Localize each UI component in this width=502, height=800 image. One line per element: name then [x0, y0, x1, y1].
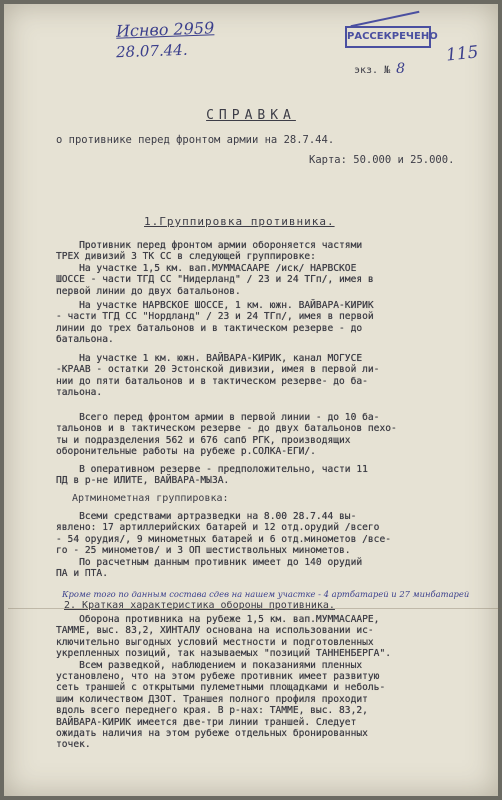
document-subtitle: о противнике перед фронтом армии на 28.7.44. — [56, 134, 335, 146]
map-scale-note: Карта: 50.000 и 25.000. — [309, 154, 455, 166]
declassified-stamp: РАССЕКРЕЧЕНО — [345, 26, 431, 48]
section-1-heading: 1.Группировка противника. — [144, 215, 335, 228]
section-2-paragraph: Оборона противника на рубеже 1,5 км. вап.МУММАСААРЕ, ТАММЕ, выс. 83,2, ХИНТАЛУ основана на использовании ис- ключительно выгодных условий местности и подготовленных укрепленных позиций, так называемых "позиций ТАННЕНБЕРГА". Всем разведкой, наблюдением и показаниями пленных установлено, что на этом рубеже противник имеет развитую сеть траншей с открытыми пулеметными площадками и неболь- шим количеством ДЗОТ. Траншея полного профиля проходит вдоль всего переднего края. В р-нах: ТАММЕ, выс. 83,2, ВАЙВАРА-КИРИК имеется две-три линии траншей. Следует ожидать наличия на этом рубеже отдельных бронированных точек. — [56, 614, 392, 751]
copy-number-line — [354, 61, 405, 77]
folio-number: 115 — [445, 42, 480, 66]
archive-number: Иснво 2959 — [115, 18, 215, 41]
handwritten-note: Кроме того по данным состава сдев на нашем участке - 4 артбатарей и 27 минбатарей — [62, 589, 470, 599]
document-page — [4, 4, 498, 796]
paragraph-4: Всего перед фронтом армии в первой линии - до 10 ба- тальонов и в тактическом резерве - до двух батальонов пехо- ты и подразделения 562 и 676 сапб РГК, производящих оборонительные работы на рубеже р.СОЛКА-ЕГИ/. — [56, 412, 397, 458]
paragraph-5: В оперативном резерве - предположительно, части 11 ПД в р-не ИЛИТЕ, ВАЙВАРА-МЫЗА. — [56, 464, 368, 487]
paragraph-2: На участке НАРВСКОЕ ШОССЕ, 1 км. южн. ВАЙВАРА-КИРИК - части ТГД СС "Нордланд" / 23 и 24 ТГп/, имея в первой линии до трех батальонов и в тактическом резерве - до батальона. — [56, 300, 374, 346]
paragraph-1: Противник перед фронтом армии обороняется частями ТРЕХ дивизий 3 ТК СС в следующей группировке: На участке 1,5 км. вап.МУММАСААРЕ /иск/ НАРВСКОЕ ШОССЕ - части ТГД СС "Нидерланд" / 23 и 24 ТГп/, имея в первой линии до двух батальонов. — [56, 240, 374, 297]
copy-number: 8 — [396, 61, 406, 77]
artillery-heading: Артминометная группировка: — [72, 493, 229, 504]
paragraph-3: На участке 1 км. южн. ВАЙВАРА-КИРИК, канал МОГУСЕ -КРААВ - остатки 20 Эстонской дивизии, имея в первой ли- нии до пяти батальонов и в тактическом резерве- до ба- тальона. — [56, 353, 380, 399]
section-2-heading: 2. Краткая характеристика обороны противника. — [64, 600, 335, 611]
artillery-paragraph: Всеми средствами артразведки на 8.00 28.7.44 вы- явлено: 17 артиллерийских батарей и 12 отд.орудий /всего - 54 орудия/, 9 минометных батарей и 6 отд.минометов /все- го - 25 минометов/ и 3 ОП шестиствольных минометов. По расчетным данным противник имеет до 140 орудий ПА и ПТА. — [56, 511, 392, 580]
archive-date: 28.07.44. — [115, 40, 188, 62]
document-title: СПРАВКА — [206, 108, 296, 123]
copy-label: экз. № — [354, 65, 391, 76]
stamp-strike-line — [351, 11, 420, 28]
